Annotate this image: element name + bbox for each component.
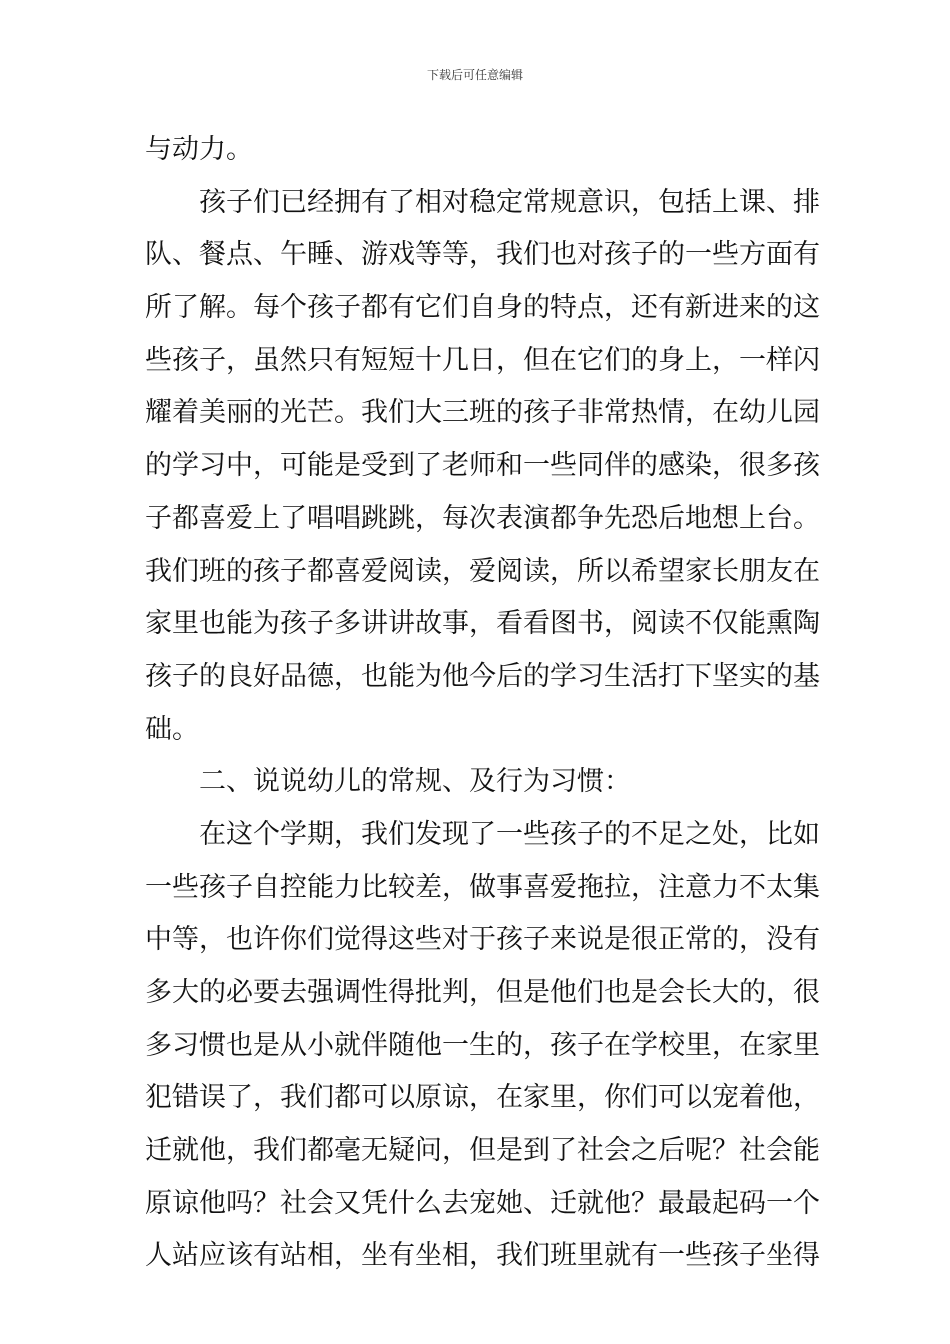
- text-line: 多大的必要去强调性得批判，但是他们也是会长大的，很: [145, 977, 820, 1008]
- text-line: 二、说说幼儿的常规、及行为习惯：: [199, 766, 631, 798]
- page-header: 下载后可任意编辑: [426, 68, 523, 82]
- text-line: 础。: [145, 713, 199, 745]
- text-line: 一些孩子自控能力比较差，做事喜爱拖拉，注意力不太集: [145, 871, 820, 903]
- text-line: 犯错误了，我们都可以原谅，在家里，你们可以宠着他，: [145, 1082, 820, 1114]
- text-line: 在这个学期，我们发现了一些孩子的不足之处，比如: [199, 818, 820, 850]
- text-line: 家里也能为孩子多讲讲故事，看看图书，阅读不仅能熏陶: [145, 608, 820, 640]
- text-line: 人站应该有站相，坐有坐相，我们班里就有一些孩子坐得: [145, 1240, 820, 1272]
- text-line: 中等，也许你们觉得这些对于孩子来说是很正常的，没有: [145, 924, 820, 956]
- text-line: 所了解。每个孩子都有它们自身的特点，还有新进来的这: [145, 292, 820, 324]
- text-line: 孩子们已经拥有了相对稳定常规意识，包括上课、排: [199, 186, 820, 218]
- text-line: 与动力。: [145, 134, 253, 165]
- text-line: 队、餐点、午睡、游戏等等，我们也对孩子的一些方面有: [145, 239, 820, 271]
- text-line: 多习惯也是从小就伴随他一生的，孩子在学校里，在家里: [145, 1029, 820, 1061]
- text-line: 原谅他吗？社会又凭什么去宠她、迁就他？最最起码一个: [145, 1187, 820, 1219]
- text-line: 子都喜爱上了唱唱跳跳，每次表演都争先恐后地想上台。: [145, 502, 820, 534]
- text-line: 孩子的良好品德，也能为他今后的学习生活打下坚实的基: [145, 660, 820, 692]
- text-line: 些孩子，虽然只有短短十几日，但在它们的身上，一样闪: [145, 344, 820, 376]
- text-line: 迁就他，我们都毫无疑问，但是到了社会之后呢？社会能: [145, 1135, 820, 1167]
- document-body: [145, 124, 820, 1283]
- text-line: 我们班的孩子都喜爱阅读，爱阅读，所以希望家长朋友在: [145, 555, 820, 587]
- text-line: 的学习中，可能是受到了老师和一些同伴的感染，很多孩: [145, 450, 820, 482]
- text-line: 耀着美丽的光芒。我们大三班的孩子非常热情，在幼儿园: [145, 397, 820, 429]
